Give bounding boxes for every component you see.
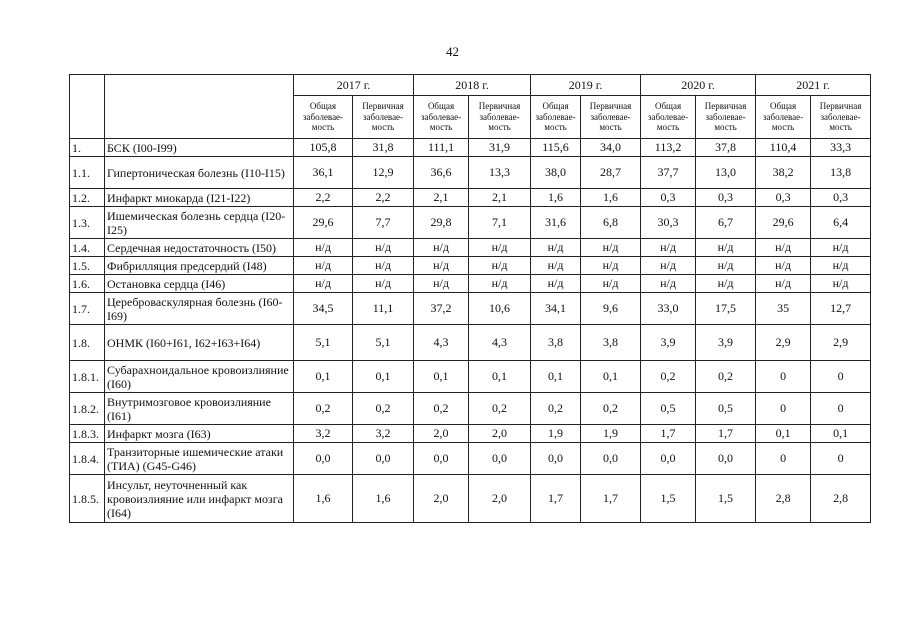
row-disease-name: Инфаркт мозга (I63) [105,425,294,443]
row-disease-name: Цереброваскулярная болезнь (I60-I69) [105,293,294,325]
row-disease-name: Инсульт, неуточненный как кровоизлияние или инфаркт мозга (I64) [105,475,294,523]
general-morbidity-value: 110,4 [756,139,811,157]
general-morbidity-value: н/д [414,239,469,257]
primary-morbidity-header: Первичная заболевае-мость [696,96,756,139]
general-morbidity-value: 33,0 [641,293,696,325]
primary-morbidity-value: 3,8 [581,325,641,361]
general-morbidity-value: 0 [756,443,811,475]
primary-morbidity-value: 1,7 [581,475,641,523]
general-morbidity-value: 1,5 [641,475,696,523]
table-body [70,139,871,523]
row-disease-name: ОНМК (I60+I61, I62+I63+I64) [105,325,294,361]
general-morbidity-value: 0,3 [641,189,696,207]
general-morbidity-value: 29,6 [756,207,811,239]
primary-morbidity-value: 0,0 [469,443,531,475]
primary-morbidity-value: 2,0 [469,425,531,443]
primary-morbidity-value: 0 [811,393,871,425]
primary-morbidity-value: н/д [469,257,531,275]
primary-morbidity-header: Первичная заболевае-мость [581,96,641,139]
primary-morbidity-value: н/д [581,257,641,275]
general-morbidity-value: 29,8 [414,207,469,239]
primary-morbidity-value: 2,0 [469,475,531,523]
general-morbidity-value: н/д [756,257,811,275]
row-number: 1.5. [70,257,105,275]
general-morbidity-value: 0,2 [641,361,696,393]
row-disease-name: Внутримозговое кровоизлияние (I61) [105,393,294,425]
table-row [70,239,871,257]
general-morbidity-header: Общая заболевае-мость [294,96,353,139]
row-disease-name: Остановка сердца (I46) [105,275,294,293]
primary-morbidity-value: 4,3 [469,325,531,361]
primary-morbidity-value: 28,7 [581,157,641,189]
general-morbidity-value: н/д [294,275,353,293]
table-row [70,157,871,189]
general-morbidity-value: 0,0 [414,443,469,475]
general-morbidity-value: 0,0 [641,443,696,475]
row-number: 1.7. [70,293,105,325]
general-morbidity-value: 3,9 [641,325,696,361]
row-number: 1.8.2. [70,393,105,425]
general-morbidity-value: 2,0 [414,475,469,523]
primary-morbidity-value: 7,7 [353,207,414,239]
primary-morbidity-value: н/д [696,239,756,257]
year-header: 2018 г. [414,75,531,96]
general-morbidity-value: н/д [641,239,696,257]
general-morbidity-value: 0,1 [756,425,811,443]
general-morbidity-value: н/д [641,275,696,293]
general-morbidity-value: 111,1 [414,139,469,157]
row-disease-name: Сердечная недостаточность (I50) [105,239,294,257]
primary-morbidity-value: 31,8 [353,139,414,157]
row-disease-name: Фибрилляция предсердий (I48) [105,257,294,275]
row-number: 1.1. [70,157,105,189]
primary-morbidity-value: 13,3 [469,157,531,189]
row-number: 1.8.1. [70,361,105,393]
general-morbidity-value: 0,1 [531,361,581,393]
primary-morbidity-value: 0,1 [581,361,641,393]
row-number: 1.6. [70,275,105,293]
general-morbidity-value: 3,8 [531,325,581,361]
general-morbidity-value: н/д [414,257,469,275]
primary-morbidity-value: 0,0 [696,443,756,475]
primary-morbidity-value: 0,2 [469,393,531,425]
general-morbidity-value: 0,5 [641,393,696,425]
primary-morbidity-value: 0,3 [811,189,871,207]
row-number: 1.4. [70,239,105,257]
general-morbidity-value: 115,6 [531,139,581,157]
table-row [70,361,871,393]
general-morbidity-value: 0,0 [531,443,581,475]
year-header: 2021 г. [756,75,871,96]
row-number: 1.8.4. [70,443,105,475]
general-morbidity-value: 37,2 [414,293,469,325]
table-row [70,275,871,293]
general-morbidity-value: 0,2 [531,393,581,425]
general-morbidity-value: 36,6 [414,157,469,189]
row-disease-name: Гипертоническая болезнь (I10-I15) [105,157,294,189]
primary-morbidity-value: н/д [581,239,641,257]
primary-morbidity-value: н/д [353,257,414,275]
row-number: 1.8. [70,325,105,361]
header-name-cell [105,75,294,139]
primary-morbidity-value: 31,9 [469,139,531,157]
table-row [70,257,871,275]
primary-morbidity-value: 0,5 [696,393,756,425]
year-header: 2017 г. [294,75,414,96]
table-row [70,443,871,475]
general-morbidity-value: 105,8 [294,139,353,157]
primary-morbidity-value: н/д [581,275,641,293]
table-row [70,425,871,443]
general-morbidity-value: 0 [756,361,811,393]
general-morbidity-value: 0,3 [756,189,811,207]
primary-morbidity-value: 10,6 [469,293,531,325]
primary-morbidity-value: 1,5 [696,475,756,523]
primary-morbidity-value: 9,6 [581,293,641,325]
table-row [70,325,871,361]
primary-morbidity-value: н/д [696,275,756,293]
general-morbidity-value: 29,6 [294,207,353,239]
primary-morbidity-value: 1,9 [581,425,641,443]
table-row [70,139,871,157]
general-morbidity-value: 1,7 [641,425,696,443]
table-row [70,293,871,325]
primary-morbidity-value: 3,2 [353,425,414,443]
general-morbidity-value: 1,7 [531,475,581,523]
row-number: 1.2. [70,189,105,207]
general-morbidity-value: 2,1 [414,189,469,207]
general-morbidity-value: 2,0 [414,425,469,443]
general-morbidity-value: н/д [294,257,353,275]
primary-morbidity-value: н/д [353,239,414,257]
primary-morbidity-value: 17,5 [696,293,756,325]
general-morbidity-value: 3,2 [294,425,353,443]
primary-morbidity-header: Первичная заболевае-мость [811,96,871,139]
general-morbidity-value: н/д [531,239,581,257]
general-morbidity-value: 0,2 [414,393,469,425]
general-morbidity-value: н/д [641,257,696,275]
primary-morbidity-value: н/д [811,257,871,275]
primary-morbidity-value: 2,2 [353,189,414,207]
general-morbidity-value: н/д [531,275,581,293]
general-morbidity-header: Общая заболевае-мость [414,96,469,139]
general-morbidity-value: н/д [531,257,581,275]
general-morbidity-value: 38,2 [756,157,811,189]
year-header: 2019 г. [531,75,641,96]
general-morbidity-header: Общая заболевае-мость [756,96,811,139]
general-morbidity-value: 34,1 [531,293,581,325]
general-morbidity-value: 0 [756,393,811,425]
general-morbidity-value: 34,5 [294,293,353,325]
general-morbidity-value: 2,8 [756,475,811,523]
row-number: 1.8.3. [70,425,105,443]
primary-morbidity-value: 1,6 [581,189,641,207]
primary-morbidity-value: 0,3 [696,189,756,207]
primary-morbidity-value: 0 [811,443,871,475]
row-disease-name: БСК (I00-I99) [105,139,294,157]
primary-morbidity-header: Первичная заболевае-мость [469,96,531,139]
primary-morbidity-value: н/д [696,257,756,275]
primary-morbidity-value: 1,7 [696,425,756,443]
table-row [70,189,871,207]
primary-morbidity-value: 13,0 [696,157,756,189]
table-row [70,393,871,425]
general-morbidity-value: 38,0 [531,157,581,189]
primary-morbidity-value: н/д [811,275,871,293]
primary-morbidity-value: 0,2 [353,393,414,425]
table-row [70,475,871,523]
general-morbidity-value: 113,2 [641,139,696,157]
primary-morbidity-value: 0,1 [469,361,531,393]
general-morbidity-header: Общая заболевае-мость [531,96,581,139]
row-disease-name: Транзиторные ишемические атаки (ТИА) (G45-G46) [105,443,294,475]
general-morbidity-value: н/д [294,239,353,257]
row-number: 1.3. [70,207,105,239]
general-morbidity-header: Общая заболевае-мость [641,96,696,139]
primary-morbidity-value: 1,6 [353,475,414,523]
primary-morbidity-value: 2,1 [469,189,531,207]
row-disease-name: Ишемическая болезнь сердца (I20-I25) [105,207,294,239]
year-header: 2020 г. [641,75,756,96]
general-morbidity-value: 36,1 [294,157,353,189]
general-morbidity-value: 2,9 [756,325,811,361]
general-morbidity-value: 5,1 [294,325,353,361]
primary-morbidity-value: 0,1 [353,361,414,393]
primary-morbidity-value: 13,8 [811,157,871,189]
primary-morbidity-value: 0 [811,361,871,393]
primary-morbidity-value: 5,1 [353,325,414,361]
primary-morbidity-value: н/д [469,275,531,293]
primary-morbidity-value: 34,0 [581,139,641,157]
general-morbidity-value: 4,3 [414,325,469,361]
general-morbidity-value: н/д [756,275,811,293]
general-morbidity-value: 31,6 [531,207,581,239]
general-morbidity-value: н/д [414,275,469,293]
general-morbidity-value: 0,2 [294,393,353,425]
general-morbidity-value: 35 [756,293,811,325]
general-morbidity-value: 0,1 [294,361,353,393]
primary-morbidity-value: 37,8 [696,139,756,157]
table-row [70,207,871,239]
primary-morbidity-value: 0,0 [353,443,414,475]
primary-morbidity-value: 0,0 [581,443,641,475]
primary-morbidity-value: 2,8 [811,475,871,523]
primary-morbidity-value: н/д [353,275,414,293]
general-morbidity-value: 30,3 [641,207,696,239]
row-disease-name: Инфаркт миокарда (I21-I22) [105,189,294,207]
primary-morbidity-value: н/д [469,239,531,257]
primary-morbidity-header: Первичная заболевае-мость [353,96,414,139]
primary-morbidity-value: 0,2 [581,393,641,425]
general-morbidity-value: 0,0 [294,443,353,475]
primary-morbidity-value: 12,7 [811,293,871,325]
primary-morbidity-value: 0,2 [696,361,756,393]
general-morbidity-value: н/д [756,239,811,257]
row-disease-name: Субарахноидальное кровоизлияние (I60) [105,361,294,393]
primary-morbidity-value: 6,4 [811,207,871,239]
row-number: 1.8.5. [70,475,105,523]
primary-morbidity-value: 6,7 [696,207,756,239]
primary-morbidity-value: 6,8 [581,207,641,239]
primary-morbidity-value: 3,9 [696,325,756,361]
general-morbidity-value: 2,2 [294,189,353,207]
morbidity-table [69,74,871,523]
general-morbidity-value: 0,1 [414,361,469,393]
primary-morbidity-value: н/д [811,239,871,257]
row-number: 1. [70,139,105,157]
header-num-cell [70,75,105,139]
general-morbidity-value: 37,7 [641,157,696,189]
primary-morbidity-value: 0,1 [811,425,871,443]
primary-morbidity-value: 12,9 [353,157,414,189]
general-morbidity-value: 1,6 [531,189,581,207]
primary-morbidity-value: 2,9 [811,325,871,361]
page-number: 42 [446,44,459,59]
general-morbidity-value: 1,6 [294,475,353,523]
primary-morbidity-value: 7,1 [469,207,531,239]
primary-morbidity-value: 11,1 [353,293,414,325]
general-morbidity-value: 1,9 [531,425,581,443]
primary-morbidity-value: 33,3 [811,139,871,157]
